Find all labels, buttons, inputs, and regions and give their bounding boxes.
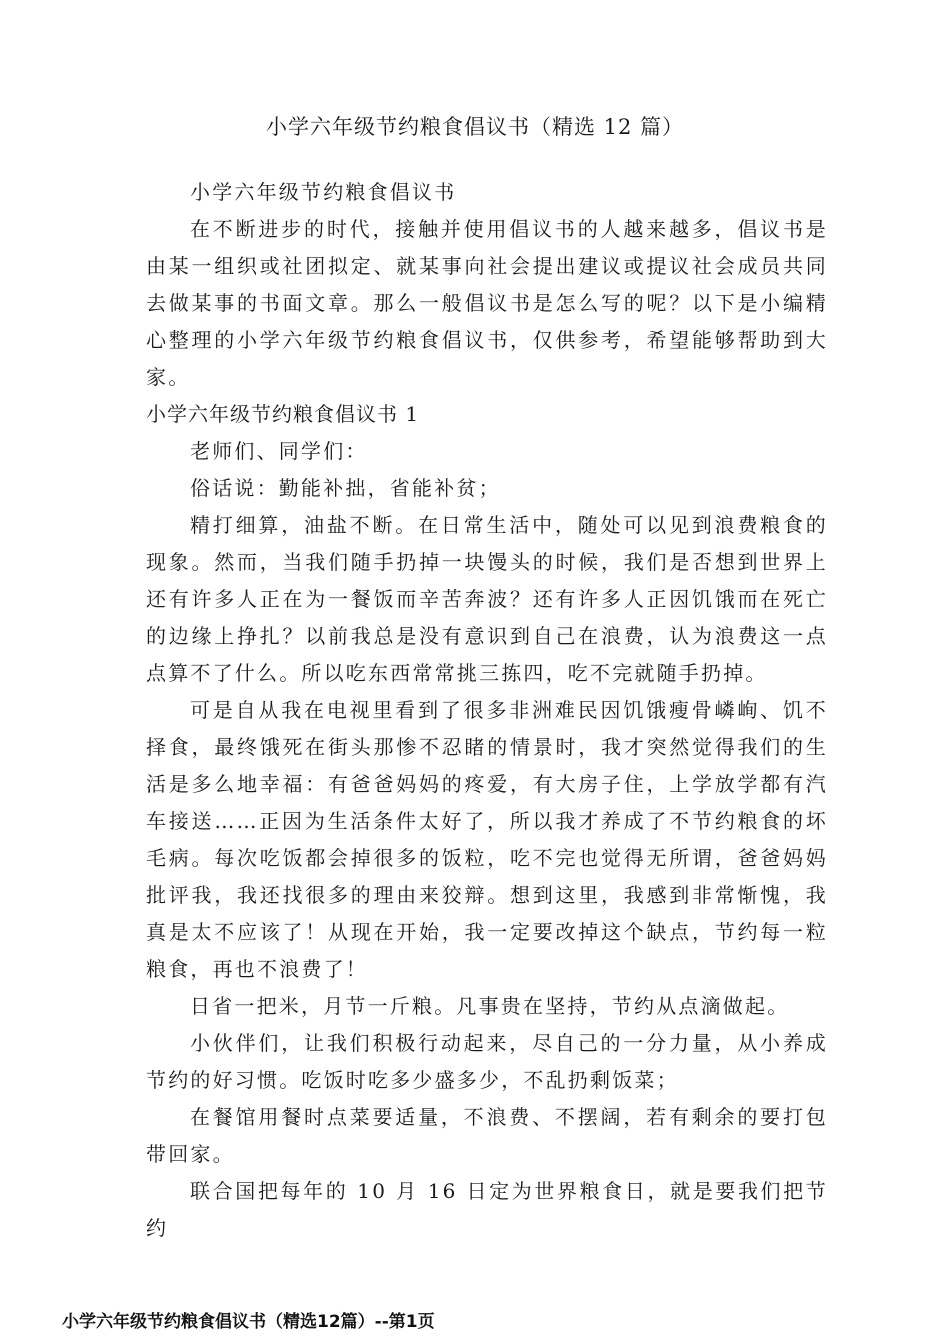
body-paragraph: 精打细算，油盐不断。在日常生活中，随处可以见到浪费粮食的现象。然而，当我们随手扔掉一块馒头的时候，我们是否想到世界上还有许多人正在为一餐饭而辛苦奔波？还有许多人正因饥饿而在死亡的边缘上挣扎？以前我总是没有意识到自己在浪费，认为浪费这一点点算不了什么。所以吃东西常常挑三拣四，吃不完就随手扔掉。 xyxy=(146,513,828,685)
body-paragraph: 小伙伴们，让我们积极行动起来，尽自己的一分力量，从小养成节约的好习惯。吃饭时吃多少盛多少，不乱扔剩饭菜； xyxy=(146,1031,828,1092)
body-paragraph: 联合国把每年的 10 月 16 日定为世界粮食日，就是要我们把节约 xyxy=(146,1179,828,1240)
section-heading: 小学六年级节约粮食倡议书 1 xyxy=(146,402,420,426)
salutation: 老师们、同学们： xyxy=(190,439,368,463)
page-footer: 小学六年级节约粮食倡议书（精选12篇）--第1页 xyxy=(62,1312,435,1332)
body-paragraph: 日省一把米，月节一斤粮。凡事贵在坚持，节约从点滴做起。 xyxy=(190,994,790,1018)
intro-paragraph: 在不断进步的时代，接触并使用倡议书的人越来越多，倡议书是由某一组织或社团拟定、就某事向社会提出建议或提议社会成员共同去做某事的书面文章。那么一般倡议书是怎么写的呢？以下是小编精心整理的小学六年级节约粮食倡议书，仅供参考，希望能够帮助到大家。 xyxy=(146,217,828,389)
body-paragraph: 可是自从我在电视里看到了很多非洲难民因饥饿瘦骨嶙峋、饥不择食，最终饿死在街头那惨不忍睹的情景时，我才突然觉得我们的生活是多么地幸福：有爸爸妈妈的疼爱，有大房子住，上学放学都有汽车接送……正因为生活条件太好了，所以我才养成了不节约粮食的坏毛病。每次吃饭都会掉很多的饭粒，吃不完也觉得无所谓，爸爸妈妈批评我，我还找很多的理由来狡辩。想到这里，我感到非常惭愧，我真是太不应该了！从现在开始，我一定要改掉这个缺点，节约每一粒粮食，再也不浪费了！ xyxy=(146,698,828,981)
body-paragraph: 俗话说：勤能补拙，省能补贫； xyxy=(190,476,501,500)
intro-heading: 小学六年级节约粮食倡议书 xyxy=(190,180,457,204)
document-body xyxy=(146,174,828,1247)
page-title: 小学六年级节约粮食倡议书（精选 12 篇） xyxy=(265,115,685,139)
body-paragraph: 在餐馆用餐时点菜要适量，不浪费、不摆阔，若有剩余的要打包带回家。 xyxy=(146,1105,828,1166)
